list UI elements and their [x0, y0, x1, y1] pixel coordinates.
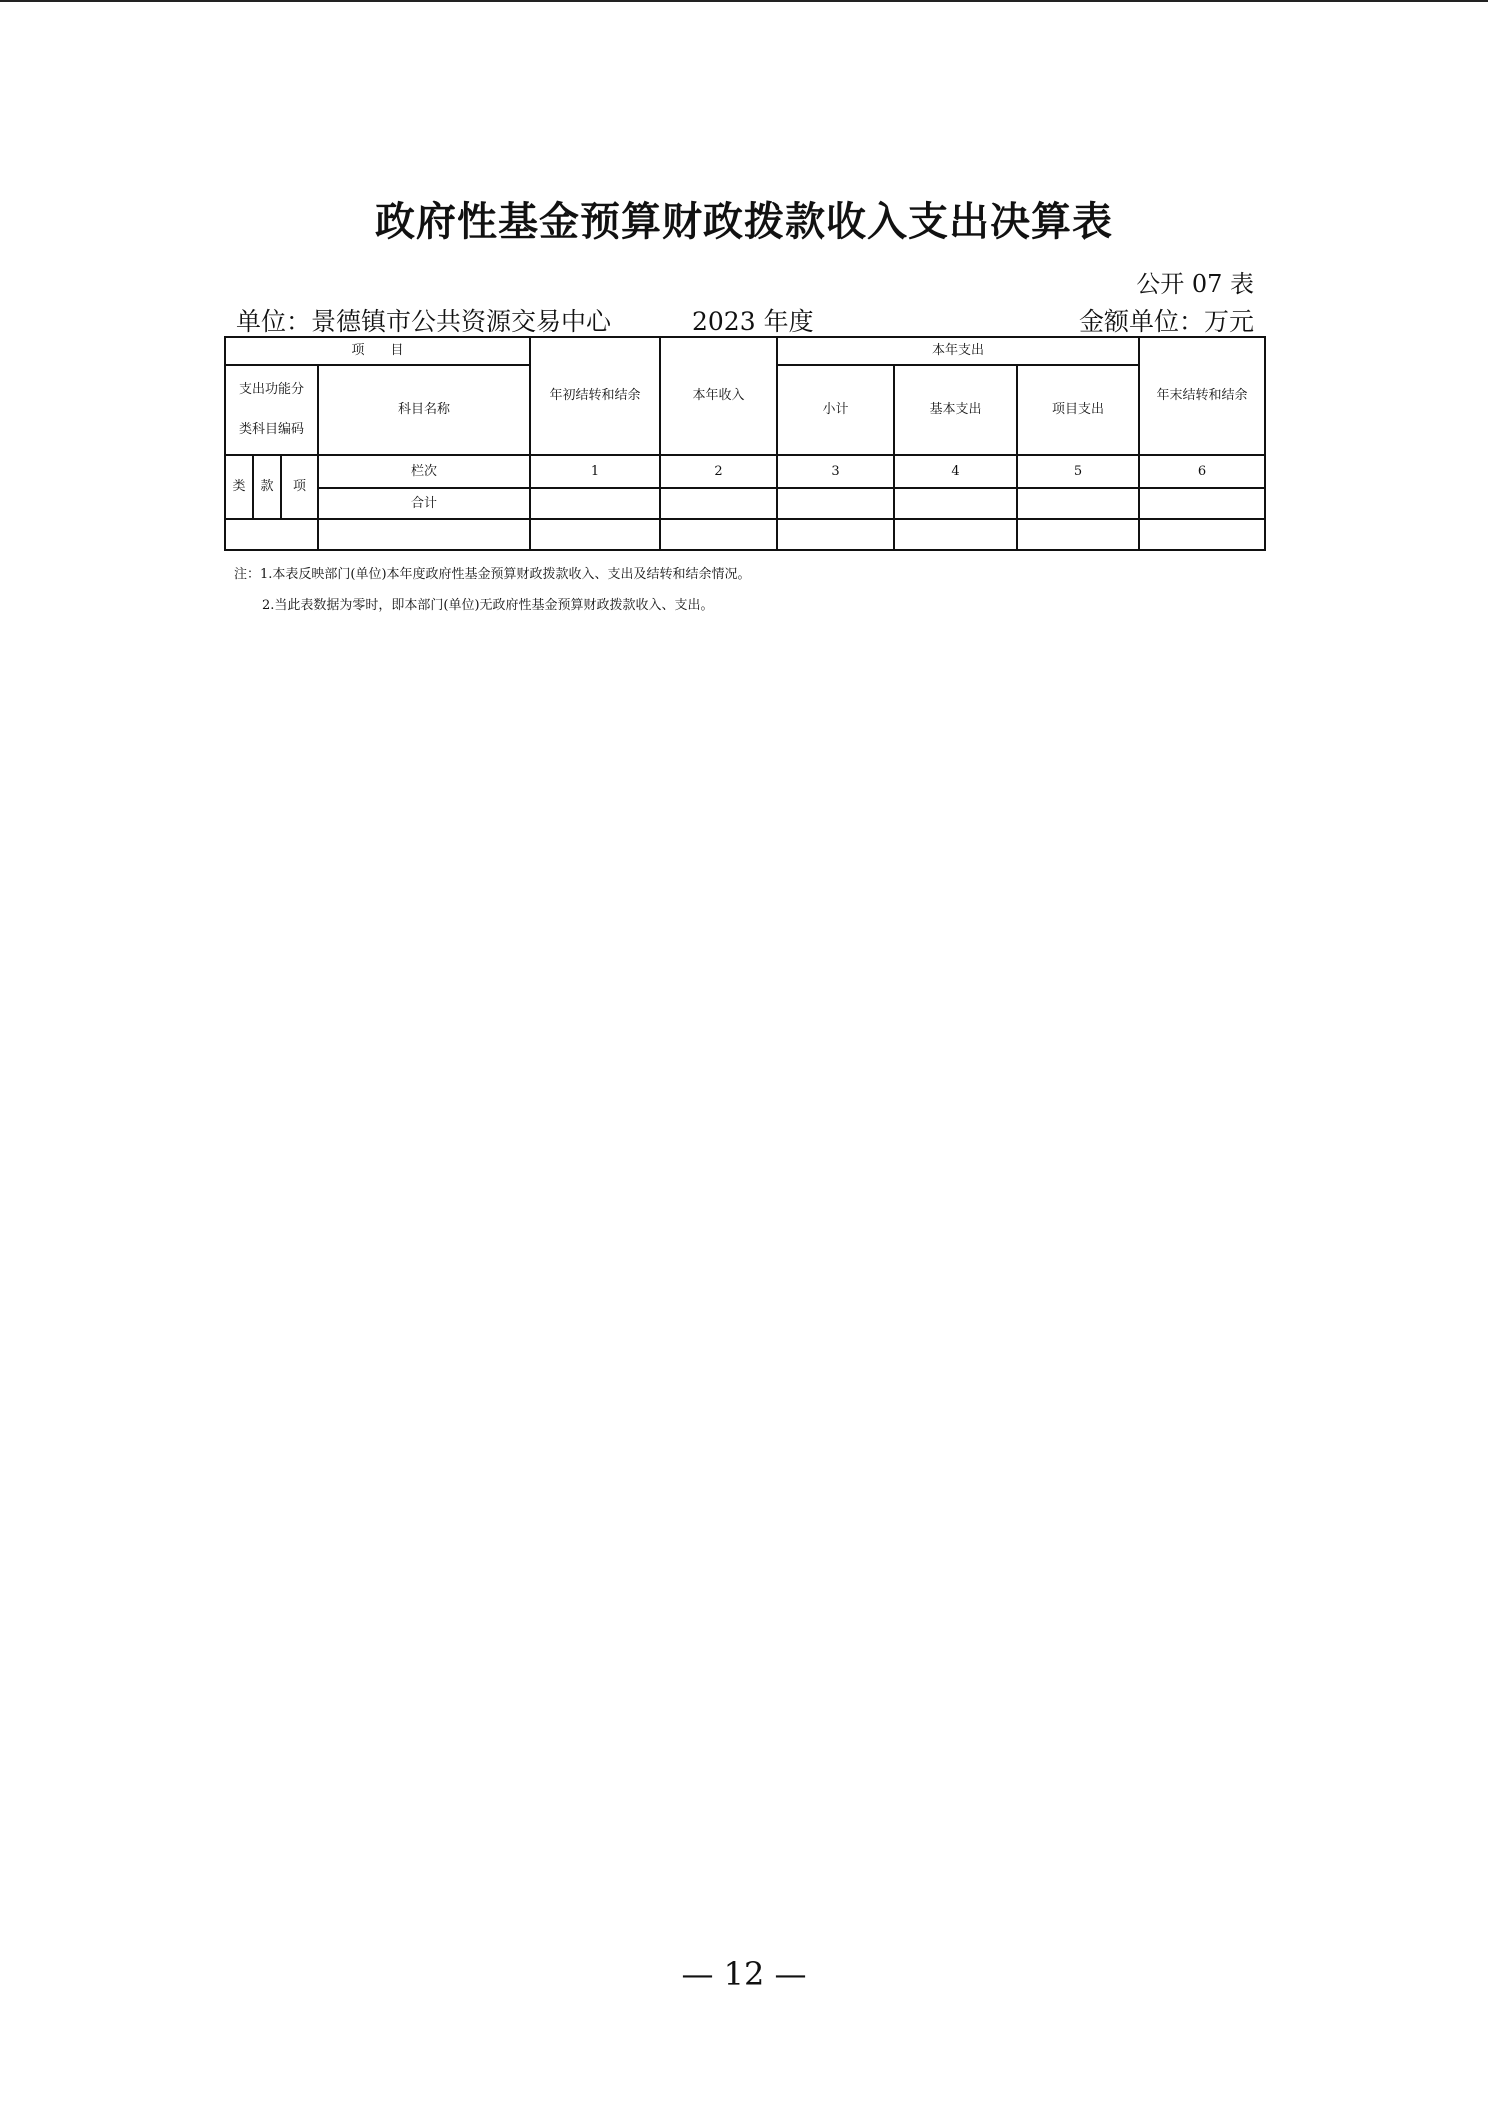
page-title: 政府性基金预算财政拨款收入支出决算表 [375, 199, 1113, 245]
empty-row [225, 519, 1265, 550]
subject-name-header: 科目名称 [318, 365, 530, 455]
code-xiang-cell: 项 [281, 455, 318, 519]
code-kuan-cell: 款 [253, 455, 281, 519]
page-number: — 12 — [681, 1955, 807, 1993]
func-class-line1: 支出功能分 [238, 382, 304, 397]
column-number-4: 4 [894, 455, 1017, 488]
empty-cell-5 [1017, 519, 1139, 550]
closing-balance-header: 年末结转和结余 [1139, 337, 1265, 455]
subtotal-header: 小计 [777, 365, 894, 455]
column-number-1: 1 [530, 455, 660, 488]
note-2: 2.当此表数据为零时，即本部门(单位)无政府性基金预算财政拨款收入、支出。 [262, 598, 714, 613]
column-number-2: 2 [660, 455, 777, 488]
top-border-line [0, 0, 1488, 2]
note-1: 注：1.本表反映部门(单位)本年度政府性基金预算财政拨款收入、支出及结转和结余情况。 [234, 567, 751, 582]
current-expense-header: 本年支出 [777, 337, 1139, 365]
year-label: 2023 年度 [692, 307, 814, 336]
total-cell-2 [660, 488, 777, 519]
current-income-header: 本年收入 [660, 337, 777, 455]
code-lei-cell: 类 [225, 455, 253, 519]
empty-cell-4 [894, 519, 1017, 550]
amount-unit-label: 金额单位：万元 [1078, 307, 1254, 336]
total-cell-4 [894, 488, 1017, 519]
column-index-row [225, 455, 1265, 488]
basic-expense-header: 基本支出 [894, 365, 1017, 455]
column-index-label: 栏次 [318, 455, 530, 488]
column-number-5: 5 [1017, 455, 1139, 488]
total-label: 合计 [318, 488, 530, 519]
project-expense-header: 项目支出 [1017, 365, 1139, 455]
func-class-code-header [225, 365, 318, 455]
total-cell-5 [1017, 488, 1139, 519]
header-row-1 [225, 337, 1265, 365]
total-cell-6 [1139, 488, 1265, 519]
item-header-cell: 项 目 [225, 337, 530, 365]
column-number-6: 6 [1139, 455, 1265, 488]
empty-cell-6 [1139, 519, 1265, 550]
unit-label: 单位：景德镇市公共资源交易中心 [236, 307, 612, 336]
total-cell-1 [530, 488, 660, 519]
total-cell-3 [777, 488, 894, 519]
opening-balance-header: 年初结转和结余 [530, 337, 660, 455]
total-row [225, 488, 1265, 519]
empty-name-cell [318, 519, 530, 550]
empty-code-cell [225, 519, 318, 550]
empty-cell-1 [530, 519, 660, 550]
column-number-3: 3 [777, 455, 894, 488]
empty-cell-3 [777, 519, 894, 550]
budget-table [224, 336, 1266, 551]
form-code: 公开 07 表 [1136, 270, 1254, 298]
empty-cell-2 [660, 519, 777, 550]
func-class-line2: 类科目编码 [238, 422, 304, 437]
